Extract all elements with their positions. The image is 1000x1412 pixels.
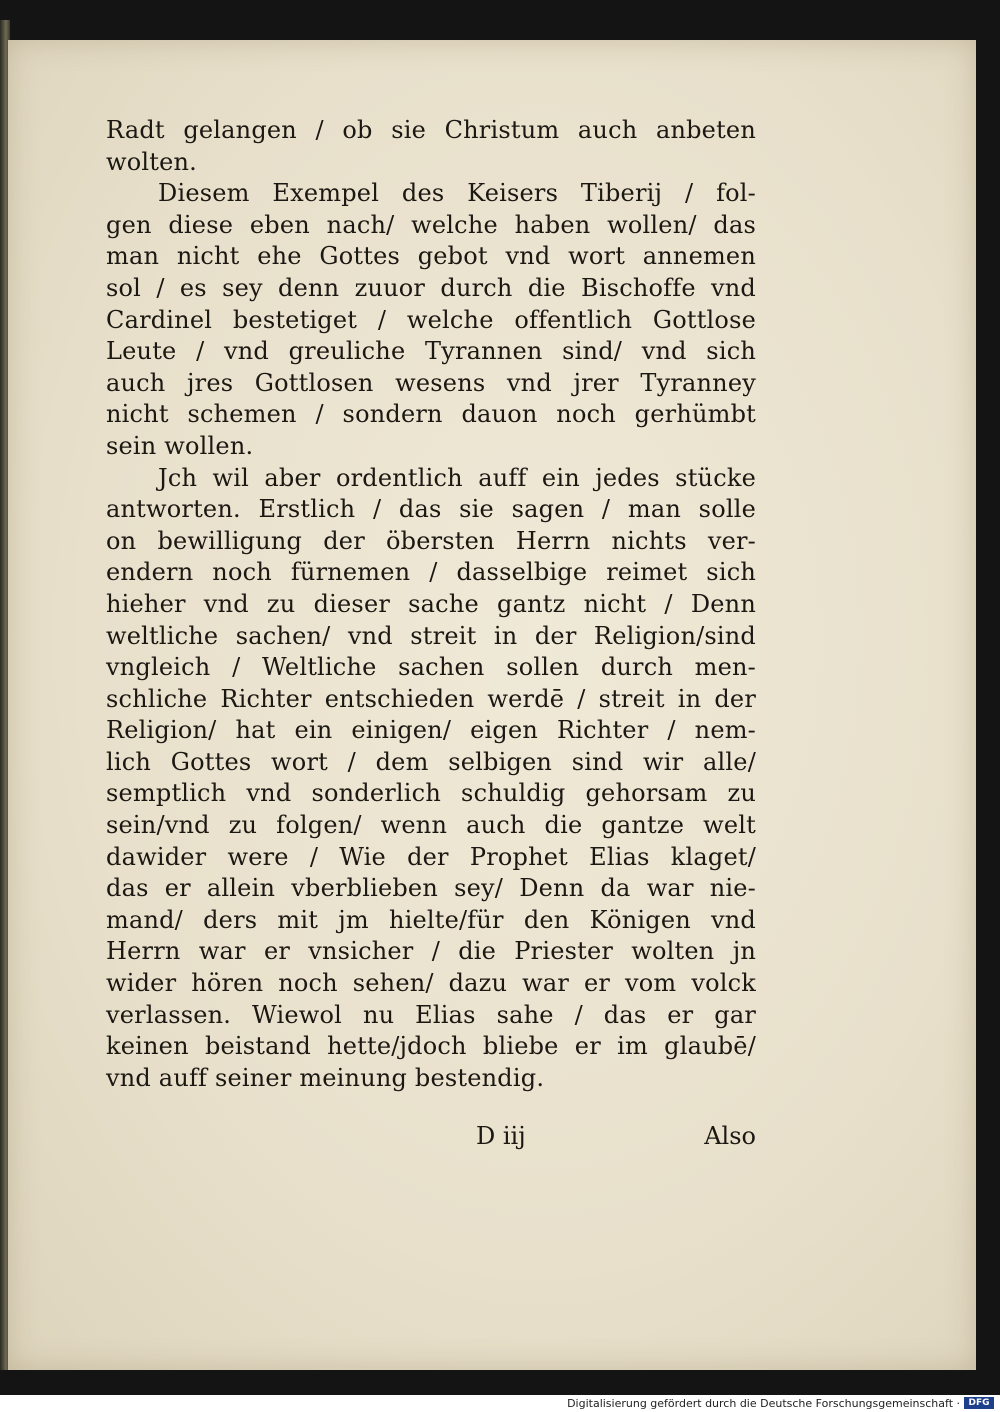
text-line: dawider were / Wie der Prophet Elias klaget/ xyxy=(106,842,756,871)
text-line: verlassen. Wiewol nu Elias sahe / das er gar xyxy=(106,1000,756,1029)
text-line: antworten. Erstlich / das sie sagen / man solle xyxy=(106,495,756,524)
text-line: auch jres Gottlosen wesens vnd jrer Tyranney xyxy=(106,368,756,397)
text-line: vngleich / Weltliche sachen sollen durch men- xyxy=(106,653,756,682)
text-line: Radt gelangen / ob sie Christum auch anbeten xyxy=(106,116,756,144)
text-line: gen diese eben nach/ welche haben wollen/ das xyxy=(106,210,756,239)
catchword: Also xyxy=(704,1122,756,1150)
digitization-credit-text: Digitalisierung gefördert durch die Deutsche Forschungsgemeinschaft · xyxy=(567,1397,960,1410)
text-line: Herrn war er vnsicher / die Priester wolten jn xyxy=(106,937,756,966)
text-line: Cardinel bestetiget / welche offentlich Gottlose xyxy=(106,305,756,334)
signature-mark: D iij xyxy=(476,1122,526,1150)
page-footer xyxy=(106,1122,756,1156)
text-line: Jch wil aber ordentlich auff ein jedes stücke xyxy=(158,463,756,492)
text-line: wolten. xyxy=(106,147,198,176)
text-line: on bewilligung der öbersten Herrn nichts ver- xyxy=(106,526,756,555)
text-line: Religion/ hat ein einigen/ eigen Richter / nem- xyxy=(106,716,756,745)
text-line: Diesem Exempel des Keisers Tiberij / fol- xyxy=(158,179,756,208)
text-line: man nicht ehe Gottes gebot vnd wort annemen xyxy=(106,242,756,271)
text-line: sein wollen. xyxy=(106,431,254,460)
dfg-logo: DFG xyxy=(964,1397,994,1409)
page-text-block xyxy=(106,115,756,1094)
text-line: sein/vnd zu folgen/ wenn auch die gantze welt xyxy=(106,811,756,840)
text-line: semptlich vnd sonderlich schuldig gehorsam zu xyxy=(106,779,756,808)
text-line: schliche Richter entschieden werdē / streit in der xyxy=(106,684,756,713)
text-line: endern noch fürnemen / dasselbige reimet sich xyxy=(106,558,756,587)
book-page xyxy=(8,40,976,1370)
text-line: sol / es sey denn zuuor durch die Bischoffe vnd xyxy=(106,273,756,302)
text-line: keinen beistand hette/jdoch bliebe er im glaubē/ xyxy=(106,1032,756,1061)
text-line: hieher vnd zu dieser sache gantz nicht / Denn xyxy=(106,589,756,618)
text-line: wider hören noch sehen/ dazu war er vom volck xyxy=(106,969,756,998)
text-line: das er allein vberblieben sey/ Denn da war nie- xyxy=(106,874,756,903)
text-line: Leute / vnd greuliche Tyrannen sind/ vnd sich xyxy=(106,337,756,366)
text-line: weltliche sachen/ vnd streit in der Religion/sind xyxy=(106,621,756,650)
text-line: mand/ ders mit jm hielte/für den Königen vnd xyxy=(106,905,756,934)
digitization-credit-bar xyxy=(0,1395,1000,1412)
text-line: nicht schemen / sondern dauon noch gerhümbt xyxy=(106,400,756,429)
text-line: lich Gottes wort / dem selbigen sind wir alle/ xyxy=(106,747,756,776)
text-line: vnd auff seiner meinung bestendig. xyxy=(106,1063,545,1092)
